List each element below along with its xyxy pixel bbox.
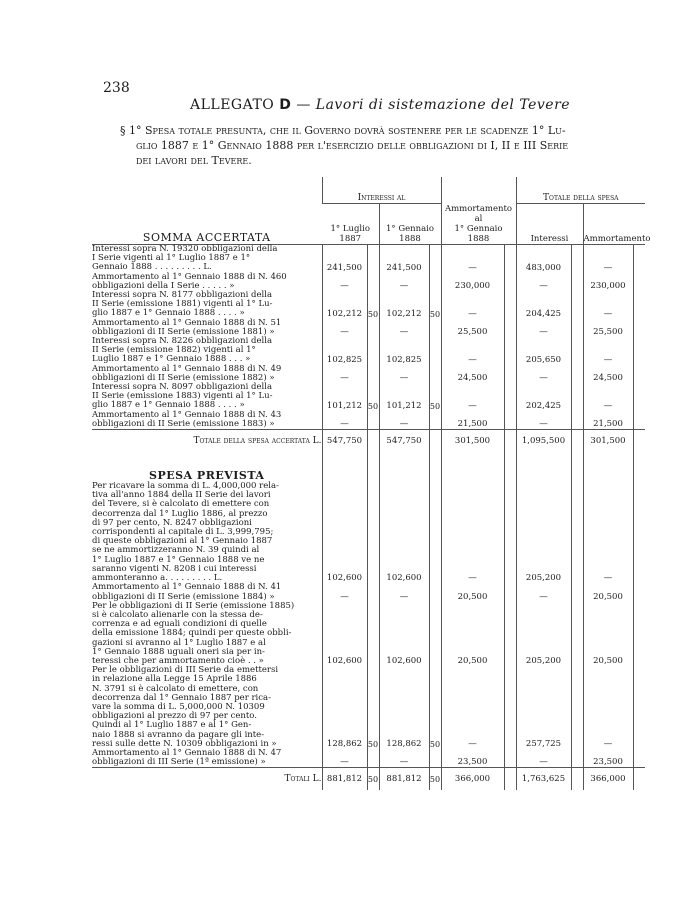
cell-luglio-cent [367,365,379,383]
title-prefix: ALLEGATO [190,97,275,113]
cell-gennaio-cent: 50 [429,383,441,411]
table-row [92,602,645,666]
cell-totale-interessi-cent [571,319,583,337]
cell-totale-interessi: 204,425 [516,291,571,319]
cell-totale-ammortamento-cent [633,337,645,365]
description-line: corrispondenti al capitale di L. 3,999,795; [92,527,274,538]
cell-gennaio: 102,212 [379,291,429,319]
totali-row [92,768,645,791]
cell-luglio-cent [367,319,379,337]
cell-gennaio-cent [429,749,441,768]
row-description [92,383,322,411]
description-line: obbligazioni della I Serie . . . . . » [92,280,235,291]
cell-totale-interessi: 205,200 [516,482,571,583]
cell-totale-ammortamento: 230,000 [583,273,633,291]
description-line: Ammortamento al 1° Gennaio 1888 di N. 51 [92,317,282,328]
description-line: N. 3791 si è calcolato di emettere, con [92,683,259,694]
cell-totale-interessi-cent [571,383,583,411]
cell-ammortamento: — [441,383,504,411]
description-line: obbligazioni di II Serie (emissione 1884) » [92,591,275,602]
cell-totale-interessi: — [516,411,571,430]
cell-ammortamento: 24,500 [441,365,504,383]
table-row [92,383,645,411]
cell-gennaio-cent [429,583,441,601]
cell-gennaio-cent [429,411,441,430]
description-line: si è calcolato alienarle con la stessa de- [92,609,263,620]
tot-acc-gennaio: 547,750 [379,430,429,453]
cell-luglio-cent [367,273,379,291]
cell-totale-ammortamento: 23,500 [583,749,633,768]
description-line: II Serie (emissione 1883) vigenti al 1° Lu- [92,391,273,402]
cell-luglio-cent [367,337,379,365]
description-line: della emissione 1884; quindi per queste obbli- [92,628,292,639]
page-number: 238 [103,80,130,96]
cell-luglio-cent [367,411,379,430]
cell-ammortamento: — [441,245,504,273]
cell-totale-ammortamento-cent [633,383,645,411]
description-line: correnza e ad eguali condizioni di quelle [92,619,267,630]
description-line: Per ricavare la somma di L. 4,000,000 rela- [92,481,279,492]
cell-totale-interessi-cent [571,666,583,749]
cell-gennaio-cent [429,337,441,365]
tot-acc-amm-totale: 301,500 [583,430,633,453]
cell-totale-ammortamento-cent [633,749,645,768]
cell-totale-ammortamento: — [583,383,633,411]
cell-gennaio: 102,600 [379,482,429,583]
tot-acc-luglio: 547,750 [322,430,367,453]
row-description [92,337,322,365]
cell-totale-ammortamento-cent [633,602,645,666]
cell-ammortamento-cent [504,291,516,319]
description-line: saranno vigenti N. 8208 i cui interessi [92,563,257,574]
cell-luglio: — [322,365,367,383]
title-letter: D [279,97,292,113]
cell-ammortamento: — [441,482,504,583]
cell-ammortamento-cent [504,583,516,601]
description-line: II Serie (emissione 1882) vigenti al 1° [92,345,256,356]
table-row [92,245,645,273]
table-row [92,583,645,601]
tot-interessi-header: Interessi [516,204,583,245]
title-dash: — [296,97,311,113]
row-description [92,666,322,749]
cell-gennaio-cent: 50 [429,666,441,749]
section-prevista-heading: SPESA PREVISTA [149,469,265,483]
page-title [190,97,570,113]
cell-luglio: 102,212 [322,291,367,319]
cell-ammortamento-cent [504,602,516,666]
description-line: Per le obbligazioni di III Serie da emettersi [92,665,279,676]
cell-ammortamento-cent [504,482,516,583]
description-line: obbligazioni di II Serie (emissione 1881) » [92,326,275,337]
section-accertata-heading: SOMMA ACCERTATA [92,177,322,245]
totali-luglio-cent: 50 [367,768,379,791]
cell-ammortamento: 25,500 [441,319,504,337]
description-line: 1° Luglio 1887 e 1° Gennaio 1888 ve ne [92,554,265,565]
cell-totale-interessi: — [516,365,571,383]
cell-totale-ammortamento-cent [633,365,645,383]
table-row [92,291,645,319]
description-line: Interessi sopra N. 19320 obbligazioni della [92,244,278,254]
cell-totale-interessi-cent [571,273,583,291]
cell-luglio: 101,212 [322,383,367,411]
cell-ammortamento: 21,500 [441,411,504,430]
totale-accertata-label: Totale della spesa accertata L. [92,430,322,453]
description-line: 1° Gennaio 1888 uguali oneri sia per in- [92,646,265,657]
cell-luglio-cent [367,602,379,666]
cell-luglio-cent [367,583,379,601]
cell-totale-ammortamento-cent [633,666,645,749]
cell-gennaio: — [379,365,429,383]
description-line: decorrenza dal 1° Gennaio 1887 per rica- [92,692,271,703]
cell-luglio: — [322,273,367,291]
description-line: in relazione alla Legge 15 Aprile 1886 [92,674,257,685]
description-line: naio 1888 si avranno da pagare gli inte- [92,729,265,740]
intro-line-3: dei lavori del Tevere. [136,154,252,167]
totale-spesa-header: Totale della spesa [516,177,645,204]
description-line: Ammortamento al 1° Gennaio 1888 di N. 47 [92,747,282,758]
title-subtitle: Lavori di sistemazione del Tevere [315,97,571,113]
cell-totale-ammortamento-cent [633,291,645,319]
row-description [92,365,322,383]
description-line: Per le obbligazioni di II Serie (emissione 1885) [92,600,295,611]
cell-totale-ammortamento: — [583,482,633,583]
cell-luglio: 241,500 [322,245,367,273]
cell-luglio: — [322,411,367,430]
description-line: Interessi sopra N. 8177 obbligazioni della [92,290,273,301]
description-line: Interessi sopra N. 8226 obbligazioni della [92,336,273,347]
totali-gennaio-cent: 50 [429,768,441,791]
cell-ammortamento: 20,500 [441,602,504,666]
cell-ammortamento: 230,000 [441,273,504,291]
intro-line-2: glio 1887 e 1° Gennaio 1888 per l'esercizio delle obbligazioni di I, II e III Serie [136,139,569,152]
cell-ammortamento-cent [504,383,516,411]
cell-gennaio-cent [429,273,441,291]
description-line: di 97 per cento, N. 8247 obbligazioni [92,517,252,528]
description-line: Ammortamento al 1° Gennaio 1888 di N. 41 [92,582,282,593]
description-line: I Serie vigenti al 1° Luglio 1887 e 1° [92,253,251,264]
totali-ammortamento: 366,000 [441,768,504,791]
cell-totale-interessi-cent [571,245,583,273]
row-description [92,583,322,601]
totali-luglio: 881,812 [322,768,367,791]
description-line: Ammortamento al 1° Gennaio 1888 di N. 43 [92,409,282,420]
cell-ammortamento-cent [504,337,516,365]
cell-luglio-cent [367,482,379,583]
table-row [92,749,645,768]
cell-gennaio: — [379,273,429,291]
row-description [92,273,322,291]
cell-totale-interessi-cent [571,411,583,430]
cell-luglio-cent: 50 [367,383,379,411]
cell-totale-interessi: — [516,583,571,601]
cell-luglio: — [322,749,367,768]
cell-gennaio: 102,600 [379,602,429,666]
interessi-header: Interessi al [322,177,441,204]
cell-totale-ammortamento-cent [633,319,645,337]
cell-totale-interessi: — [516,319,571,337]
cell-luglio: 102,825 [322,337,367,365]
cell-ammortamento-cent [504,245,516,273]
cell-totale-ammortamento: 25,500 [583,319,633,337]
cell-luglio: 102,600 [322,602,367,666]
cell-luglio: 128,862 [322,666,367,749]
cell-totale-interessi-cent [571,602,583,666]
cell-ammortamento-cent [504,365,516,383]
table-row [92,319,645,337]
totali-label: Totali L. [92,768,322,791]
cell-totale-ammortamento-cent [633,273,645,291]
row-description [92,482,322,583]
description-line: se ne ammortizzeranno N. 39 quindi al [92,545,260,556]
cell-gennaio: 241,500 [379,245,429,273]
description-line: ammonteranno a. . . . . . . . . L. [92,573,223,584]
totali-interessi: 1,763,625 [516,768,571,791]
row-description [92,319,322,337]
cell-ammortamento: — [441,337,504,365]
cell-luglio-cent [367,749,379,768]
totali-gennaio: 881,812 [379,768,429,791]
cell-gennaio: — [379,411,429,430]
cell-ammortamento: — [441,666,504,749]
description-line: glio 1887 e 1° Gennaio 1888 . . . . » [92,400,245,411]
description-line: ressi sulle dette N. 10309 obbligazioni in » [92,738,277,749]
row-description [92,602,322,666]
cell-totale-interessi: — [516,749,571,768]
totali-amm-totale: 366,000 [583,768,633,791]
cell-gennaio-cent [429,319,441,337]
cell-gennaio: — [379,749,429,768]
description-line: II Serie (emissione 1881) vigenti al 1° Lu- [92,299,273,310]
cell-totale-interessi-cent [571,482,583,583]
cell-totale-interessi: 483,000 [516,245,571,273]
table-row [92,365,645,383]
description-line: tiva all'anno 1884 della II Serie dei lavori [92,490,271,501]
description-line: vare la somma di L. 5,000,000 N. 10309 [92,701,265,712]
cell-gennaio: 102,825 [379,337,429,365]
description-line: del Tevere, si è calcolato di emettere con [92,499,270,510]
table-row [92,337,645,365]
cell-gennaio: 128,862 [379,666,429,749]
description-line: teressi che per ammortamento cioè . . » [92,655,264,666]
cell-totale-interessi-cent [571,337,583,365]
cell-totale-ammortamento-cent [633,411,645,430]
row-description [92,749,322,768]
cell-totale-interessi: 205,200 [516,602,571,666]
cell-ammortamento-cent [504,666,516,749]
cell-ammortamento-cent [504,319,516,337]
cell-totale-interessi-cent [571,365,583,383]
cell-totale-ammortamento: — [583,245,633,273]
cell-totale-interessi: — [516,273,571,291]
description-line: obbligazioni di II Serie (emissione 1883) » [92,418,275,429]
cell-totale-interessi: 257,725 [516,666,571,749]
cell-totale-interessi-cent [571,291,583,319]
description-line: Interessi sopra N. 8097 obbligazioni della [92,382,273,393]
cell-totale-ammortamento: — [583,337,633,365]
cell-luglio: — [322,319,367,337]
row-description [92,411,322,430]
cell-gennaio-cent [429,245,441,273]
intro-line-1: § 1° Spesa totale presunta, che il Governo dovrà sostenere per le scadenze 1° Lu- [120,124,566,137]
cell-totale-ammortamento: 20,500 [583,602,633,666]
description-line: glio 1887 e 1° Gennaio 1888 . . . . » [92,308,245,319]
cell-ammortamento-cent [504,411,516,430]
cell-totale-ammortamento: 21,500 [583,411,633,430]
cell-totale-interessi: 205,650 [516,337,571,365]
ammortamento-header: Ammortamento al 1° Gennaio 1888 [441,177,516,245]
table-row [92,273,645,291]
cell-luglio: 102,600 [322,482,367,583]
cell-gennaio: 101,212 [379,383,429,411]
cell-totale-ammortamento: — [583,291,633,319]
cell-ammortamento-cent [504,273,516,291]
ledger-table [92,177,651,790]
cell-gennaio-cent [429,365,441,383]
description-line: Ammortamento al 1° Gennaio 1888 di N. 460 [92,271,287,282]
cell-gennaio: — [379,583,429,601]
cell-luglio: — [322,583,367,601]
description-line: di queste obbligazioni al 1° Gennaio 1887 [92,536,273,547]
cell-gennaio-cent: 50 [429,291,441,319]
luglio-header: 1° Luglio 1887 [322,204,379,245]
cell-totale-ammortamento: — [583,666,633,749]
cell-luglio-cent [367,245,379,273]
cell-totale-ammortamento-cent [633,245,645,273]
cell-totale-ammortamento: 24,500 [583,365,633,383]
cell-gennaio: — [379,319,429,337]
totale-accertata-row [92,430,645,453]
cell-totale-interessi: 202,425 [516,383,571,411]
table-row [92,666,645,749]
cell-ammortamento-cent [504,749,516,768]
table-row [92,411,645,430]
cell-totale-interessi-cent [571,749,583,768]
cell-totale-ammortamento-cent [633,583,645,601]
row-description [92,245,322,273]
cell-gennaio-cent [429,602,441,666]
cell-totale-ammortamento: 20,500 [583,583,633,601]
cell-totale-ammortamento-cent [633,482,645,583]
tot-ammortamento-header: Ammortamento [583,204,645,245]
cell-ammortamento: — [441,291,504,319]
tot-acc-ammortamento: 301,500 [441,430,504,453]
description-line: gazioni si avranno al 1° Luglio 1887 e al [92,637,266,648]
cell-totale-interessi-cent [571,583,583,601]
cell-luglio-cent: 50 [367,291,379,319]
gennaio-header: 1° Gennaio 1888 [379,204,441,245]
description-line: Luglio 1887 e 1° Gennaio 1888 . . . » [92,354,251,365]
description-line: obbligazioni di II Serie (emissione 1882) » [92,372,275,383]
cell-ammortamento: 23,500 [441,749,504,768]
cell-gennaio-cent [429,482,441,583]
intro-paragraph [120,123,632,168]
description-line: obbligazioni al prezzo di 97 per cento. [92,711,257,722]
description-line: decorrenza dal 1° Luglio 1886, al prezzo [92,508,268,519]
table-row [92,482,645,583]
cell-luglio-cent: 50 [367,666,379,749]
row-description [92,291,322,319]
description-line: Quindi al 1° Luglio 1887 e al 1° Gen- [92,720,252,731]
cell-ammortamento: 20,500 [441,583,504,601]
description-line: obbligazioni di III Serie (1ª emissione) » [92,757,266,768]
description-line: Gennaio 1888 . . . . . . . . . L. [92,262,212,273]
tot-acc-interessi: 1,095,500 [516,430,571,453]
description-line: Ammortamento al 1° Gennaio 1888 di N. 49 [92,363,282,374]
